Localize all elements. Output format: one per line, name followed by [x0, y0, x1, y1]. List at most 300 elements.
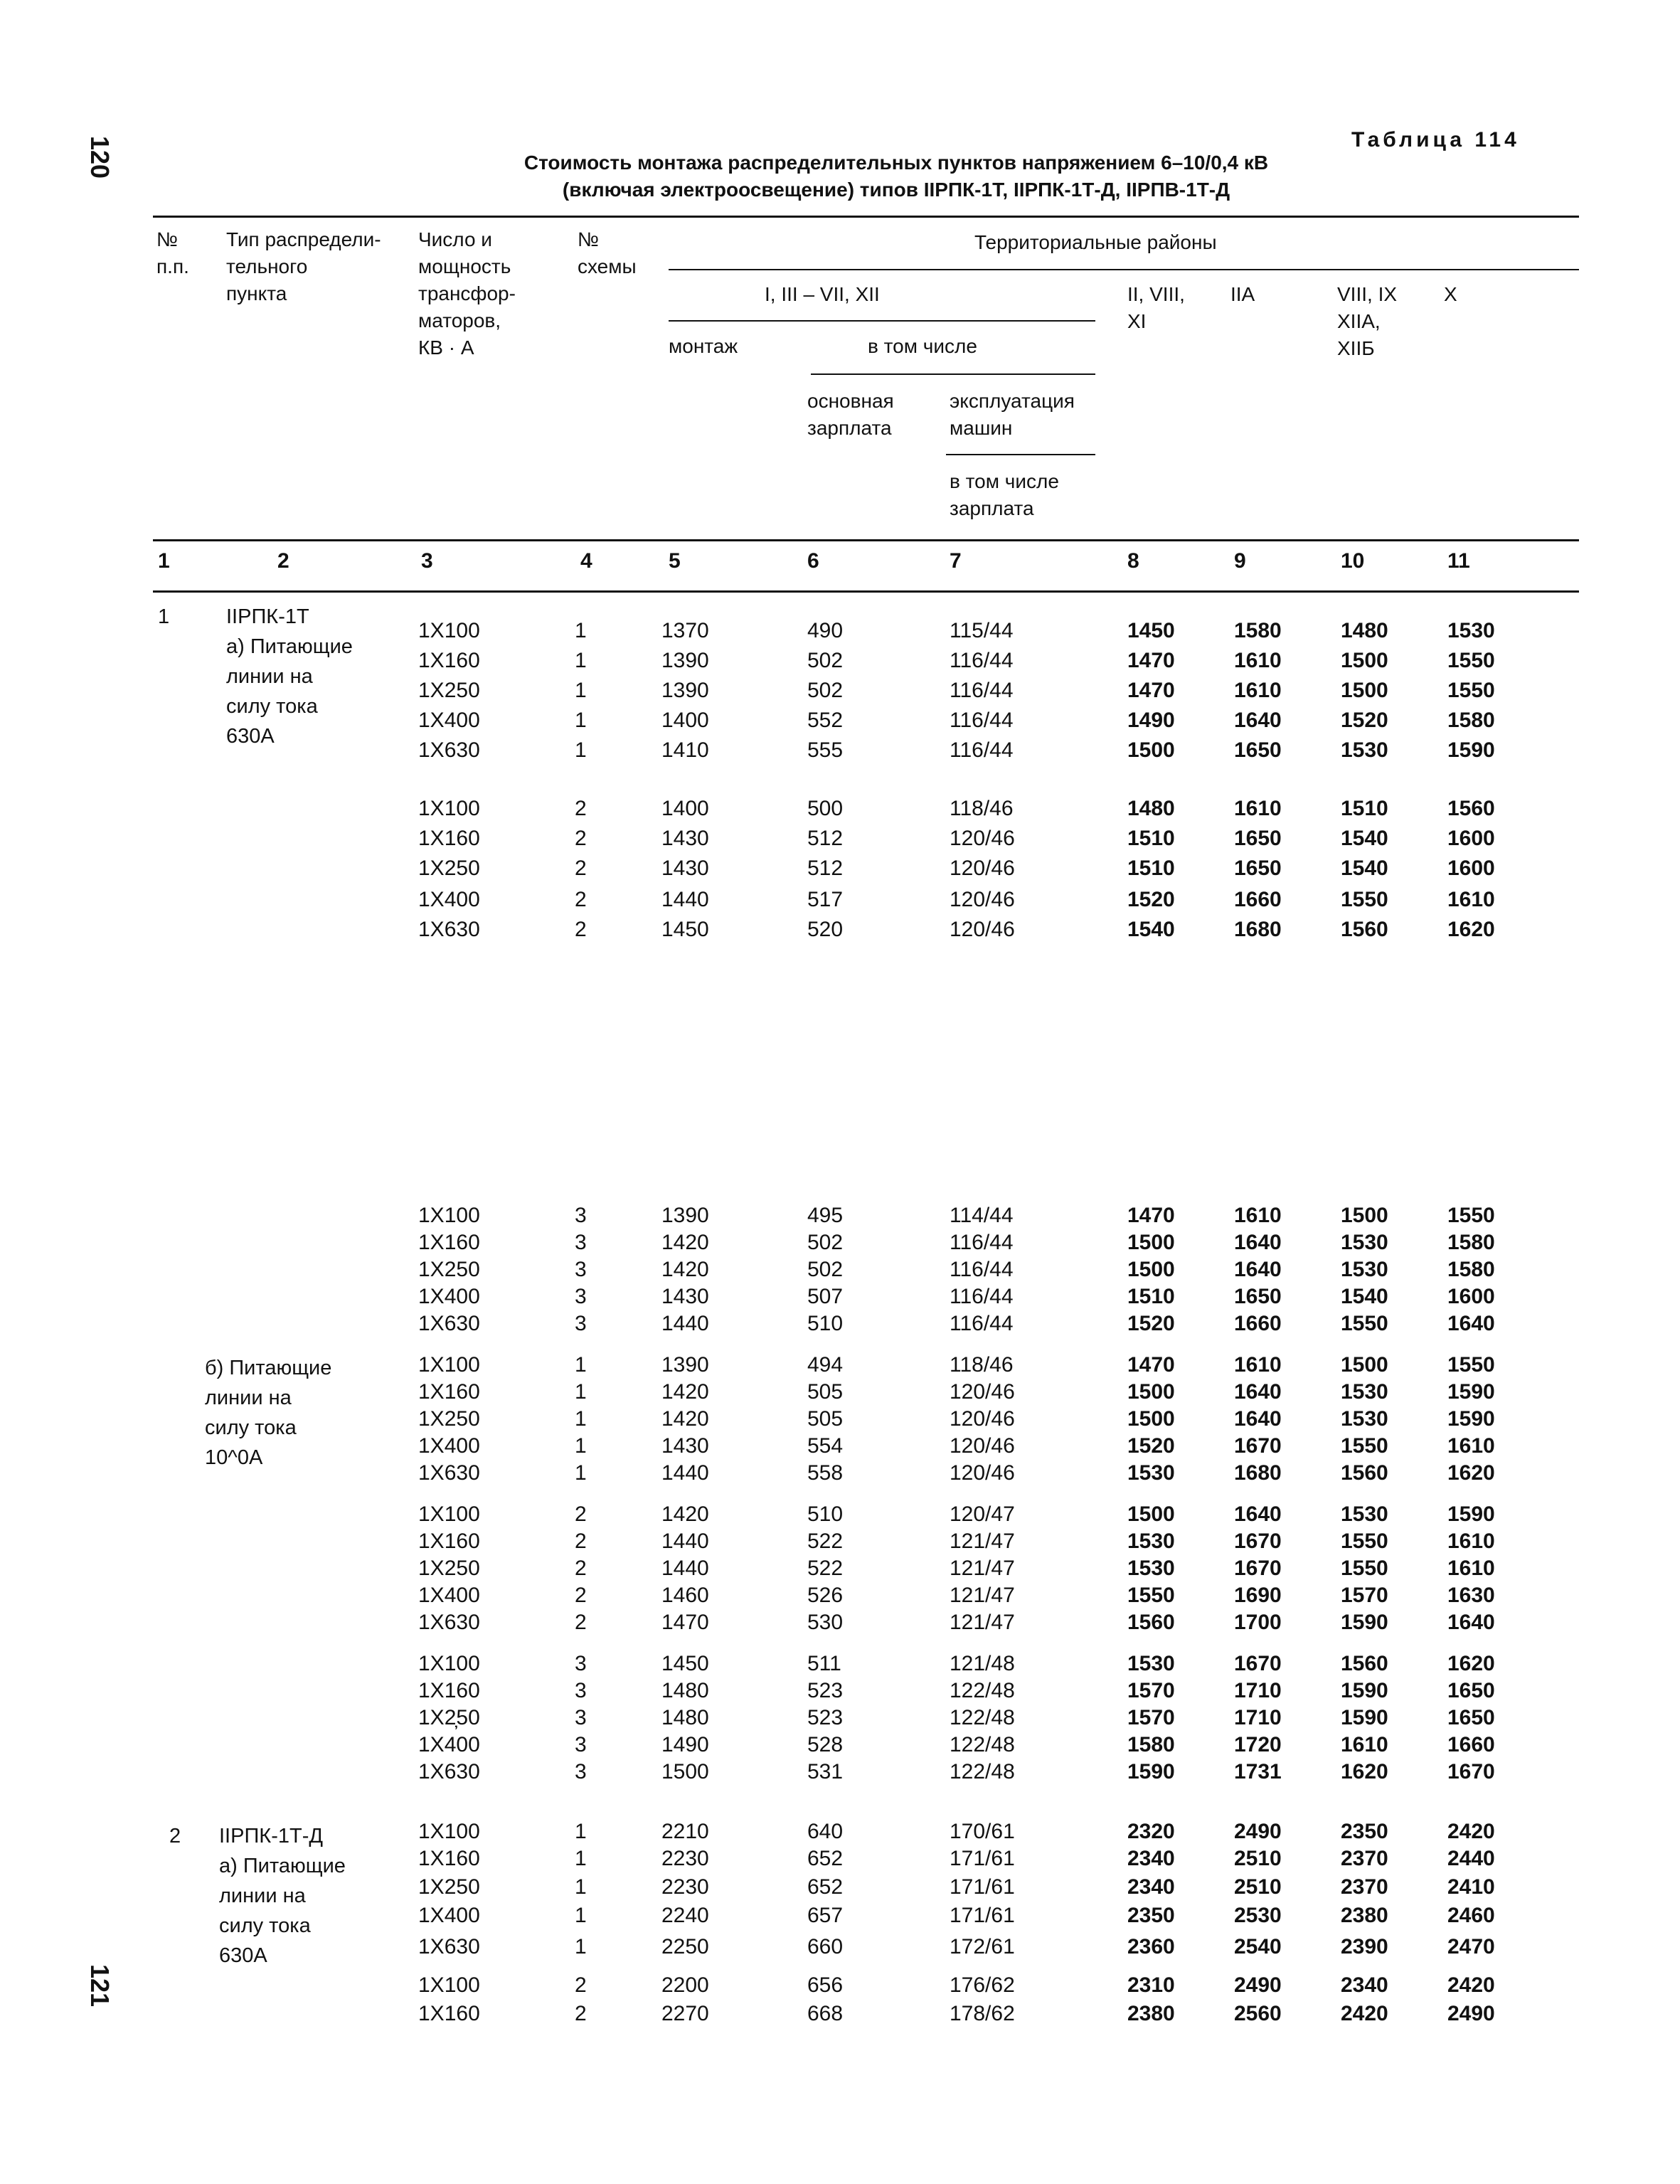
cell-region-b: 1610 — [1234, 679, 1282, 702]
cell-wage: 528 — [807, 1733, 844, 1756]
cell-wage: 523 — [807, 1679, 844, 1702]
cell-mount: 1480 — [661, 1706, 709, 1729]
cell-region-b: 1640 — [1234, 709, 1282, 732]
cell-mount: 2230 — [661, 1875, 709, 1899]
cell-region-d: 1530 — [1447, 619, 1495, 642]
cell-power: 1Х630 — [418, 738, 480, 762]
cell-region-c: 1520 — [1341, 709, 1388, 732]
cell-wage: 502 — [807, 679, 844, 702]
cell-scheme: 1 — [575, 1875, 587, 1899]
cell-region-a: 1590 — [1127, 1760, 1175, 1783]
cell-region-a: 1500 — [1127, 1258, 1175, 1281]
cell-region-a: 1510 — [1127, 857, 1175, 880]
cell-mount: 1400 — [661, 709, 709, 732]
cell-region-b: 1710 — [1234, 1679, 1282, 1702]
cell-wage: 523 — [807, 1706, 844, 1729]
cell-region-b: 1710 — [1234, 1706, 1282, 1729]
cell-machines: 118/46 — [950, 797, 1014, 820]
cell-region-d: 1550 — [1447, 1353, 1495, 1377]
cell-mount: 1420 — [661, 1231, 709, 1254]
cell-power: 1Х160 — [418, 2002, 480, 2025]
rule-territories — [669, 269, 1579, 270]
cell-region-b: 1690 — [1234, 1584, 1282, 1607]
header-region-e: X — [1444, 283, 1457, 305]
cell-machines: 116/44 — [950, 738, 1014, 762]
table-title — [398, 149, 1394, 203]
cell-power: 1Х100 — [418, 1973, 480, 1997]
column-number: 4 — [580, 549, 592, 573]
cell-region-a: 1510 — [1127, 1285, 1175, 1308]
cell-region-b: 1640 — [1234, 1231, 1282, 1254]
cell-region-c: 1550 — [1341, 1557, 1388, 1580]
cell-region-b: 1660 — [1234, 1312, 1282, 1335]
cell-scheme: 3 — [575, 1760, 587, 1783]
cell-region-d: 1600 — [1447, 827, 1495, 850]
cell-machines: 172/61 — [950, 1935, 1015, 1958]
cell-wage: 530 — [807, 1611, 844, 1634]
cell-machines: 116/44 — [950, 709, 1014, 732]
cell-machines: 121/48 — [950, 1652, 1015, 1675]
cell-region-a: 1470 — [1127, 649, 1175, 672]
header-wage: основная зарплата — [807, 390, 894, 439]
cell-scheme: 1 — [575, 1904, 587, 1927]
cell-scheme: 2 — [575, 1584, 587, 1607]
cell-region-c: 1610 — [1341, 1733, 1388, 1756]
cell-wage: 495 — [807, 1204, 844, 1227]
cell-region-d: 1650 — [1447, 1679, 1495, 1702]
header-region-a: I, III – VII, XII — [765, 283, 880, 305]
cell-scheme: 2 — [575, 1502, 587, 1526]
item-1b-type: б) Питающие линии на силу тока 10^0А — [205, 1357, 332, 1469]
cell-region-c: 1560 — [1341, 1652, 1388, 1675]
cell-mount: 2210 — [661, 1820, 709, 1843]
cell-power: 1Х400 — [418, 1904, 480, 1927]
cell-region-b: 1680 — [1234, 1461, 1282, 1485]
cell-region-d: 1590 — [1447, 1407, 1495, 1431]
cell-wage: 520 — [807, 918, 844, 941]
cell-machines: 121/47 — [950, 1611, 1015, 1634]
item-1-type: IIРПК-1Т а) Питающие линии на силу тока 630А — [226, 605, 353, 748]
cell-machines: 115/44 — [950, 619, 1014, 642]
cell-scheme: 1 — [575, 738, 587, 762]
column-number: 3 — [421, 549, 433, 573]
cell-region-c: 1590 — [1341, 1706, 1388, 1729]
cell-machines: 120/46 — [950, 1434, 1015, 1458]
rule-top — [153, 216, 1579, 218]
table-label: Таблица 114 — [1351, 128, 1520, 152]
cell-scheme: 3 — [575, 1285, 587, 1308]
page-number-top: 120 — [85, 135, 115, 179]
rule-colnums-bottom — [153, 590, 1579, 593]
cell-power: 1Х400 — [418, 1733, 480, 1756]
cell-region-c: 2390 — [1341, 1935, 1388, 1958]
cell-region-a: 1450 — [1127, 619, 1175, 642]
cell-region-d: 2420 — [1447, 1820, 1495, 1843]
cell-region-d: 2440 — [1447, 1847, 1495, 1870]
cell-region-a: 1470 — [1127, 1204, 1175, 1227]
cell-mount: 1390 — [661, 679, 709, 702]
cell-region-c: 1590 — [1341, 1679, 1388, 1702]
cell-region-a: 1550 — [1127, 1584, 1175, 1607]
cell-region-c: 1560 — [1341, 1461, 1388, 1485]
cell-wage: 502 — [807, 1258, 844, 1281]
cell-wage: 490 — [807, 619, 844, 642]
cell-region-d: 2410 — [1447, 1875, 1495, 1899]
cell-region-b: 1610 — [1234, 797, 1282, 820]
cell-machines: 122/48 — [950, 1733, 1015, 1756]
cell-region-d: 2460 — [1447, 1904, 1495, 1927]
cell-wage: 512 — [807, 827, 844, 850]
cell-region-d: 1620 — [1447, 1652, 1495, 1675]
cell-wage: 494 — [807, 1353, 844, 1377]
cell-wage: 522 — [807, 1557, 844, 1580]
cell-power: 1Х160 — [418, 1847, 480, 1870]
cell-wage: 517 — [807, 888, 844, 911]
cell-region-b: 2530 — [1234, 1904, 1282, 1927]
cell-region-c: 2380 — [1341, 1904, 1388, 1927]
cell-region-d: 1620 — [1447, 1461, 1495, 1485]
column-number: 11 — [1447, 549, 1470, 573]
cell-wage: 502 — [807, 1231, 844, 1254]
cell-region-d: 1640 — [1447, 1312, 1495, 1335]
cell-region-d: 1610 — [1447, 1530, 1495, 1553]
cell-wage: 656 — [807, 1973, 844, 1997]
cell-power: 1Х400 — [418, 709, 480, 732]
cell-region-c: 2370 — [1341, 1875, 1388, 1899]
cell-mount: 1500 — [661, 1760, 709, 1783]
cell-mount: 1420 — [661, 1407, 709, 1431]
title-line-1: Стоимость монтажа распределительных пунктов напряжением 6–10/0,4 кВ — [523, 152, 1269, 174]
cell-scheme: 2 — [575, 1530, 587, 1553]
cell-power: 1Х100 — [418, 1353, 480, 1377]
cell-scheme: 1 — [575, 1847, 587, 1870]
cell-machines: 118/46 — [950, 1353, 1014, 1377]
cell-mount: 1450 — [661, 1652, 709, 1675]
cell-power: 1Х630 — [418, 1935, 480, 1958]
cell-region-a: 1570 — [1127, 1706, 1175, 1729]
header-machines: эксплуатация машин — [950, 390, 1075, 439]
cell-scheme: 1 — [575, 1935, 587, 1958]
column-number: 2 — [277, 549, 289, 573]
cell-region-d: 1590 — [1447, 738, 1495, 762]
cell-region-d: 2490 — [1447, 2002, 1495, 2025]
cell-region-b: 1670 — [1234, 1652, 1282, 1675]
cell-region-c: 1550 — [1341, 1434, 1388, 1458]
cell-power: 1Х2̦50 — [418, 1706, 480, 1729]
cell-region-a: 2340 — [1127, 1847, 1175, 1870]
cell-mount: 1440 — [661, 1312, 709, 1335]
cell-power: 1Х100 — [418, 1820, 480, 1843]
cell-mount: 1430 — [661, 827, 709, 850]
cell-mount: 1440 — [661, 1461, 709, 1485]
cell-power: 1Х630 — [418, 1461, 480, 1485]
cell-region-d: 1640 — [1447, 1611, 1495, 1634]
cell-region-d: 1550 — [1447, 649, 1495, 672]
cell-scheme: 3 — [575, 1706, 587, 1729]
cell-region-b: 1670 — [1234, 1434, 1282, 1458]
cell-scheme: 3 — [575, 1733, 587, 1756]
cell-machines: 122/48 — [950, 1706, 1015, 1729]
cell-region-b: 1640 — [1234, 1407, 1282, 1431]
cell-machines: 120/46 — [950, 1407, 1015, 1431]
cell-region-c: 1530 — [1341, 1231, 1388, 1254]
cell-machines: 121/47 — [950, 1530, 1015, 1553]
cell-region-b: 1680 — [1234, 918, 1282, 941]
cell-region-a: 1560 — [1127, 1611, 1175, 1634]
cell-wage: 511 — [807, 1652, 841, 1675]
item-1-number: 1 — [158, 605, 170, 628]
cell-scheme: 3 — [575, 1204, 587, 1227]
cell-region-c: 1530 — [1341, 1380, 1388, 1404]
header-power: Число и мощность трансфор- маторов, КВ · А — [418, 228, 516, 359]
cell-region-c: 1500 — [1341, 1204, 1388, 1227]
cell-wage: 555 — [807, 738, 844, 762]
cell-region-b: 1640 — [1234, 1258, 1282, 1281]
cell-wage: 554 — [807, 1434, 844, 1458]
header-region-d: VIII, IX XIIA, XIIБ — [1337, 283, 1398, 359]
cell-machines: 120/47 — [950, 1502, 1015, 1526]
cell-power: 1Х400 — [418, 1584, 480, 1607]
column-number: 7 — [950, 549, 962, 573]
cell-wage: 510 — [807, 1312, 844, 1335]
cell-machines: 114/44 — [950, 1204, 1014, 1227]
cell-wage: 512 — [807, 857, 844, 880]
cell-region-c: 1620 — [1341, 1760, 1388, 1783]
cell-region-d: 1560 — [1447, 797, 1495, 820]
cell-region-a: 1530 — [1127, 1530, 1175, 1553]
cell-mount: 2270 — [661, 2002, 709, 2025]
cell-machines: 116/44 — [950, 1258, 1014, 1281]
cell-region-b: 1650 — [1234, 827, 1282, 850]
cell-mount: 1480 — [661, 1679, 709, 1702]
cell-region-b: 2490 — [1234, 1973, 1282, 1997]
cell-region-c: 1530 — [1341, 1407, 1388, 1431]
cell-scheme: 1 — [575, 1434, 587, 1458]
cell-wage: 500 — [807, 797, 844, 820]
cell-region-b: 1670 — [1234, 1530, 1282, 1553]
column-number: 8 — [1127, 549, 1139, 573]
cell-region-a: 1520 — [1127, 1312, 1175, 1335]
cell-region-d: 1610 — [1447, 1434, 1495, 1458]
cell-region-b: 1640 — [1234, 1502, 1282, 1526]
cell-region-b: 1650 — [1234, 857, 1282, 880]
cell-machines: 120/46 — [950, 918, 1015, 941]
cell-machines: 120/46 — [950, 888, 1015, 911]
cell-region-a: 2350 — [1127, 1904, 1175, 1927]
cell-region-a: 2310 — [1127, 1973, 1175, 1997]
cell-wage: 510 — [807, 1502, 844, 1526]
cell-machines: 120/46 — [950, 827, 1015, 850]
cell-mount: 1460 — [661, 1584, 709, 1607]
cell-power: 1Х160 — [418, 1679, 480, 1702]
cell-region-c: 1550 — [1341, 888, 1388, 911]
cell-machines: 116/44 — [950, 1312, 1014, 1335]
cell-region-a: 1500 — [1127, 1407, 1175, 1431]
cell-region-c: 1540 — [1341, 827, 1388, 850]
cell-scheme: 1 — [575, 1380, 587, 1404]
cell-region-c: 2420 — [1341, 2002, 1388, 2025]
cell-wage: 657 — [807, 1904, 844, 1927]
cell-region-a: 1490 — [1127, 709, 1175, 732]
cell-scheme: 3 — [575, 1231, 587, 1254]
cell-scheme: 3 — [575, 1312, 587, 1335]
cell-region-a: 1520 — [1127, 1434, 1175, 1458]
cell-machines: 120/46 — [950, 857, 1015, 880]
cell-wage: 505 — [807, 1380, 844, 1404]
cell-power: 1Х160 — [418, 1380, 480, 1404]
cell-region-a: 1500 — [1127, 738, 1175, 762]
cell-power: 1Х100 — [418, 797, 480, 820]
cell-region-d: 1600 — [1447, 857, 1495, 880]
cell-power: 1Х630 — [418, 1760, 480, 1783]
cell-machines: 178/62 — [950, 2002, 1015, 2025]
cell-region-d: 1630 — [1447, 1584, 1495, 1607]
cell-region-a: 1520 — [1127, 888, 1175, 911]
cell-machines: 176/62 — [950, 1973, 1015, 1997]
cell-wage: 505 — [807, 1407, 844, 1431]
cell-region-d: 1580 — [1447, 709, 1495, 732]
rule-region-a — [669, 320, 1095, 322]
cell-wage: 526 — [807, 1584, 844, 1607]
cell-region-b: 2510 — [1234, 1875, 1282, 1899]
cell-region-b: 2510 — [1234, 1847, 1282, 1870]
cell-mount: 1490 — [661, 1733, 709, 1756]
cell-wage: 531 — [807, 1760, 844, 1783]
cell-power: 1Х400 — [418, 888, 480, 911]
cell-scheme: 1 — [575, 1353, 587, 1377]
cell-machines: 120/46 — [950, 1461, 1015, 1485]
cell-region-d: 1650 — [1447, 1706, 1495, 1729]
cell-region-b: 2540 — [1234, 1935, 1282, 1958]
column-number: 1 — [158, 549, 170, 573]
cell-region-c: 1480 — [1341, 619, 1388, 642]
cell-machines: 170/61 — [950, 1820, 1015, 1843]
cell-region-c: 2350 — [1341, 1820, 1388, 1843]
cell-power: 1Х630 — [418, 1611, 480, 1634]
cell-scheme: 1 — [575, 649, 587, 672]
cell-mount: 1400 — [661, 797, 709, 820]
cell-region-a: 2380 — [1127, 2002, 1175, 2025]
cell-wage: 652 — [807, 1875, 844, 1899]
cell-region-a: 1580 — [1127, 1733, 1175, 1756]
cell-scheme: 3 — [575, 1652, 587, 1675]
cell-wage: 507 — [807, 1285, 844, 1308]
cell-scheme: 2 — [575, 2002, 587, 2025]
cell-region-b: 2490 — [1234, 1820, 1282, 1843]
cell-region-d: 1580 — [1447, 1258, 1495, 1281]
cell-region-c: 1500 — [1341, 1353, 1388, 1377]
cell-scheme: 2 — [575, 857, 587, 880]
cell-power: 1Х100 — [418, 1502, 480, 1526]
cell-region-a: 1530 — [1127, 1652, 1175, 1675]
cell-power: 1Х100 — [418, 1204, 480, 1227]
column-number: 10 — [1341, 549, 1365, 573]
cell-region-b: 1700 — [1234, 1611, 1282, 1634]
header-region-b: II, VIII, XI — [1127, 283, 1185, 332]
cell-power: 1Х250 — [418, 1557, 480, 1580]
cell-region-d: 1580 — [1447, 1231, 1495, 1254]
cell-power: 1Х630 — [418, 1312, 480, 1335]
cell-power: 1Х250 — [418, 679, 480, 702]
cell-scheme: 2 — [575, 888, 587, 911]
cell-scheme: 2 — [575, 827, 587, 850]
cell-mount: 1390 — [661, 1204, 709, 1227]
cell-wage: 502 — [807, 649, 844, 672]
cell-region-b: 1610 — [1234, 649, 1282, 672]
cell-region-d: 1610 — [1447, 888, 1495, 911]
cell-power: 1Х250 — [418, 857, 480, 880]
cell-region-b: 1610 — [1234, 1204, 1282, 1227]
cell-mount: 2240 — [661, 1904, 709, 1927]
cell-power: 1Х250 — [418, 1407, 480, 1431]
cell-mount: 2230 — [661, 1847, 709, 1870]
cell-region-a: 1570 — [1127, 1679, 1175, 1702]
cell-power: 1Х160 — [418, 827, 480, 850]
page-number-bottom: 121 — [85, 1963, 115, 2008]
header-region-c: IIA — [1230, 283, 1255, 305]
cell-scheme: 3 — [575, 1679, 587, 1702]
cell-scheme: 2 — [575, 918, 587, 941]
cell-scheme: 2 — [575, 1611, 587, 1634]
cell-machines: 116/44 — [950, 1231, 1014, 1254]
header-incl-wage: в том числе зарплата — [950, 470, 1059, 519]
cell-region-a: 1500 — [1127, 1502, 1175, 1526]
cell-region-a: 1500 — [1127, 1380, 1175, 1404]
cell-region-c: 1530 — [1341, 1502, 1388, 1526]
cell-region-b: 1660 — [1234, 888, 1282, 911]
cell-region-d: 1620 — [1447, 918, 1495, 941]
cell-scheme: 3 — [575, 1258, 587, 1281]
cell-mount: 1390 — [661, 649, 709, 672]
cell-region-c: 1560 — [1341, 918, 1388, 941]
column-number: 6 — [807, 549, 819, 573]
cell-region-a: 1500 — [1127, 1231, 1175, 1254]
cell-region-d: 1610 — [1447, 1557, 1495, 1580]
rule-machines — [946, 454, 1095, 455]
cell-region-c: 1530 — [1341, 1258, 1388, 1281]
item-2-type: IIРПК-1Т-Д а) Питающие линии на силу тока 630А — [219, 1825, 346, 1967]
cell-wage: 640 — [807, 1820, 844, 1843]
cell-mount: 1420 — [661, 1502, 709, 1526]
cell-region-b: 1580 — [1234, 619, 1282, 642]
cell-scheme: 1 — [575, 1820, 587, 1843]
cell-power: 1Х250 — [418, 1875, 480, 1899]
cell-region-d: 2420 — [1447, 1973, 1495, 1997]
cell-mount: 1430 — [661, 1285, 709, 1308]
cell-region-c: 1590 — [1341, 1611, 1388, 1634]
cell-machines: 171/61 — [950, 1875, 1015, 1899]
cell-region-a: 1480 — [1127, 797, 1175, 820]
cell-region-b: 1731 — [1234, 1760, 1282, 1783]
title-line-2: (включая электроосвещение) типов IIРПК-1Т, IIРПК-1Т-Д, IIРПВ-1Т-Д — [562, 179, 1230, 201]
cell-region-c: 1550 — [1341, 1530, 1388, 1553]
cell-region-d: 1660 — [1447, 1733, 1495, 1756]
cell-region-d: 1550 — [1447, 1204, 1495, 1227]
cell-machines: 121/47 — [950, 1557, 1015, 1580]
cell-mount: 2200 — [661, 1973, 709, 1997]
cell-region-a: 1530 — [1127, 1461, 1175, 1485]
cell-machines: 121/47 — [950, 1584, 1015, 1607]
header-scheme: № схемы — [578, 228, 637, 277]
cell-mount: 1420 — [661, 1258, 709, 1281]
cell-region-c: 1540 — [1341, 1285, 1388, 1308]
cell-machines: 171/61 — [950, 1847, 1015, 1870]
cell-region-c: 2340 — [1341, 1973, 1388, 1997]
item-2-number: 2 — [169, 1825, 181, 1848]
cell-region-b: 1650 — [1234, 1285, 1282, 1308]
cell-region-c: 1510 — [1341, 797, 1388, 820]
cell-mount: 1450 — [661, 918, 709, 941]
